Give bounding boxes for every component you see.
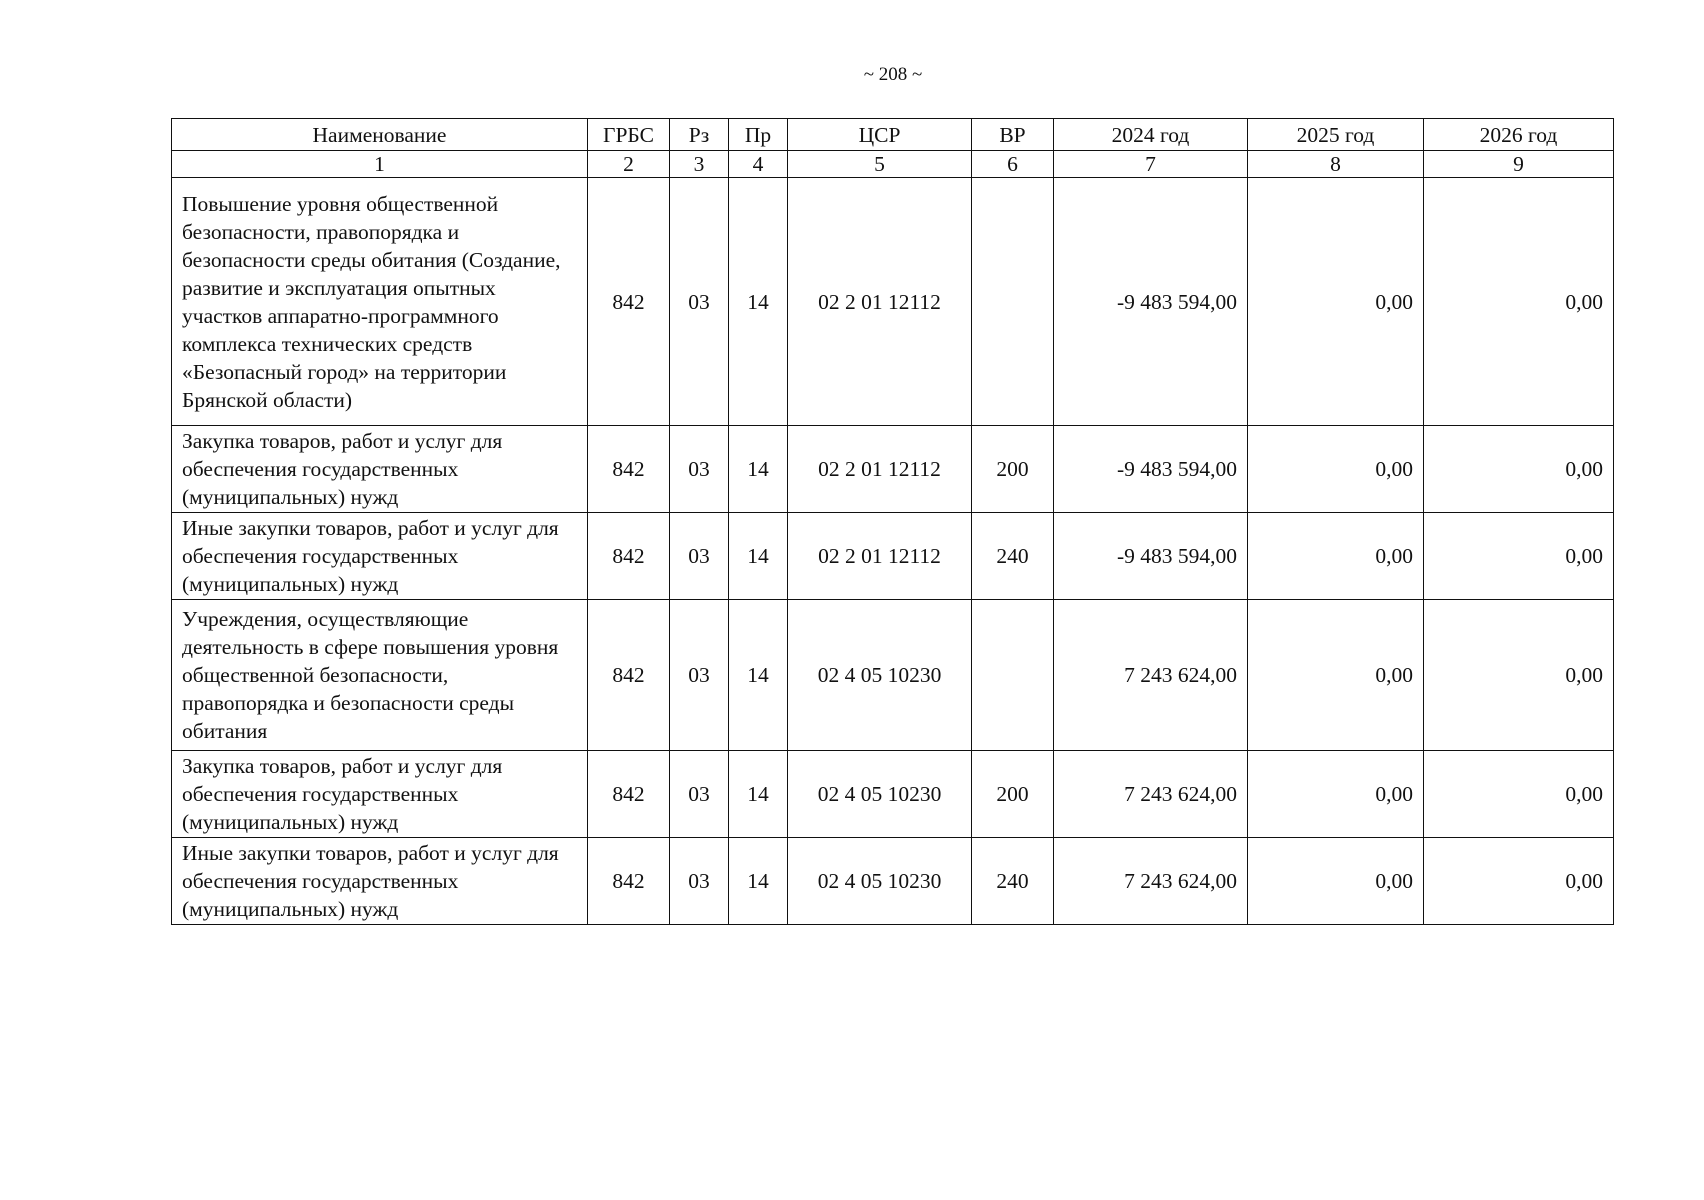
header-csr: ЦСР [788,119,972,151]
row-2024: -9 483 594,00 [1054,178,1248,426]
row-2025: 0,00 [1248,751,1424,838]
row-csr: 02 2 01 12112 [788,426,972,513]
table-row [172,838,1614,925]
row-2025: 0,00 [1248,513,1424,600]
row-2024: -9 483 594,00 [1054,513,1248,600]
column-number: 5 [788,151,972,178]
column-number: 1 [172,151,588,178]
header-rz: Рз [670,119,729,151]
header-grbs: ГРБС [588,119,670,151]
row-rz: 03 [670,178,729,426]
row-vr: 200 [972,426,1054,513]
row-vr: 240 [972,513,1054,600]
row-2026: 0,00 [1424,513,1614,600]
row-grbs: 842 [588,751,670,838]
row-2025: 0,00 [1248,600,1424,751]
table-row [172,513,1614,600]
row-csr: 02 2 01 12112 [788,513,972,600]
row-pr: 14 [729,426,788,513]
row-2024: 7 243 624,00 [1054,838,1248,925]
header-2024: 2024 год [1054,119,1248,151]
column-number: 2 [588,151,670,178]
row-pr: 14 [729,600,788,751]
row-name: Учреждения, осуществляющие деятельность в сфере повышения уровня общественной безопасности, правопорядка и безопасности среды обитания [172,600,588,751]
table-row [172,600,1614,751]
header-row [172,119,1614,151]
header-name: Наименование [172,119,588,151]
row-pr: 14 [729,178,788,426]
row-grbs: 842 [588,513,670,600]
row-grbs: 842 [588,178,670,426]
row-2026: 0,00 [1424,426,1614,513]
row-2026: 0,00 [1424,178,1614,426]
row-name: Закупка товаров, работ и услуг для обеспечения государственных (муниципальных) нужд [172,426,588,513]
header-2025: 2025 год [1248,119,1424,151]
row-2024: -9 483 594,00 [1054,426,1248,513]
header-vr: ВР [972,119,1054,151]
row-vr [972,600,1054,751]
row-2026: 0,00 [1424,751,1614,838]
row-2025: 0,00 [1248,178,1424,426]
row-name: Иные закупки товаров, работ и услуг для обеспечения государственных (муниципальных) нужд [172,838,588,925]
row-2024: 7 243 624,00 [1054,751,1248,838]
column-number: 7 [1054,151,1248,178]
row-2026: 0,00 [1424,838,1614,925]
row-rz: 03 [670,838,729,925]
row-grbs: 842 [588,838,670,925]
row-2024: 7 243 624,00 [1054,600,1248,751]
row-csr: 02 4 05 10230 [788,838,972,925]
header-pr: Пр [729,119,788,151]
row-rz: 03 [670,751,729,838]
row-rz: 03 [670,600,729,751]
row-rz: 03 [670,513,729,600]
budget-table [171,118,1614,925]
row-pr: 14 [729,513,788,600]
row-grbs: 842 [588,600,670,751]
row-vr: 240 [972,838,1054,925]
row-pr: 14 [729,751,788,838]
column-number: 3 [670,151,729,178]
header-2026: 2026 год [1424,119,1614,151]
row-csr: 02 4 05 10230 [788,751,972,838]
row-grbs: 842 [588,426,670,513]
table-row [172,751,1614,838]
row-rz: 03 [670,426,729,513]
row-vr: 200 [972,751,1054,838]
row-2025: 0,00 [1248,838,1424,925]
row-2025: 0,00 [1248,426,1424,513]
column-number: 4 [729,151,788,178]
column-number-row [172,151,1614,178]
row-csr: 02 2 01 12112 [788,178,972,426]
row-name: Иные закупки товаров, работ и услуг для обеспечения государственных (муниципальных) нужд [172,513,588,600]
row-pr: 14 [729,838,788,925]
row-name: Закупка товаров, работ и услуг для обеспечения государственных (муниципальных) нужд [172,751,588,838]
row-csr: 02 4 05 10230 [788,600,972,751]
column-number: 6 [972,151,1054,178]
page-number: ~ 208 ~ [863,64,923,85]
table-row [172,426,1614,513]
row-2026: 0,00 [1424,600,1614,751]
row-name: Повышение уровня общественной безопасности, правопорядка и безопасности среды обитания (Создание, развитие и эксплуатация опытных участков аппаратно-программного комплекса технических средств «Безопасный город» на территории Брянской области) [172,178,588,426]
table-row [172,178,1614,426]
row-vr [972,178,1054,426]
column-number: 9 [1424,151,1614,178]
column-number: 8 [1248,151,1424,178]
